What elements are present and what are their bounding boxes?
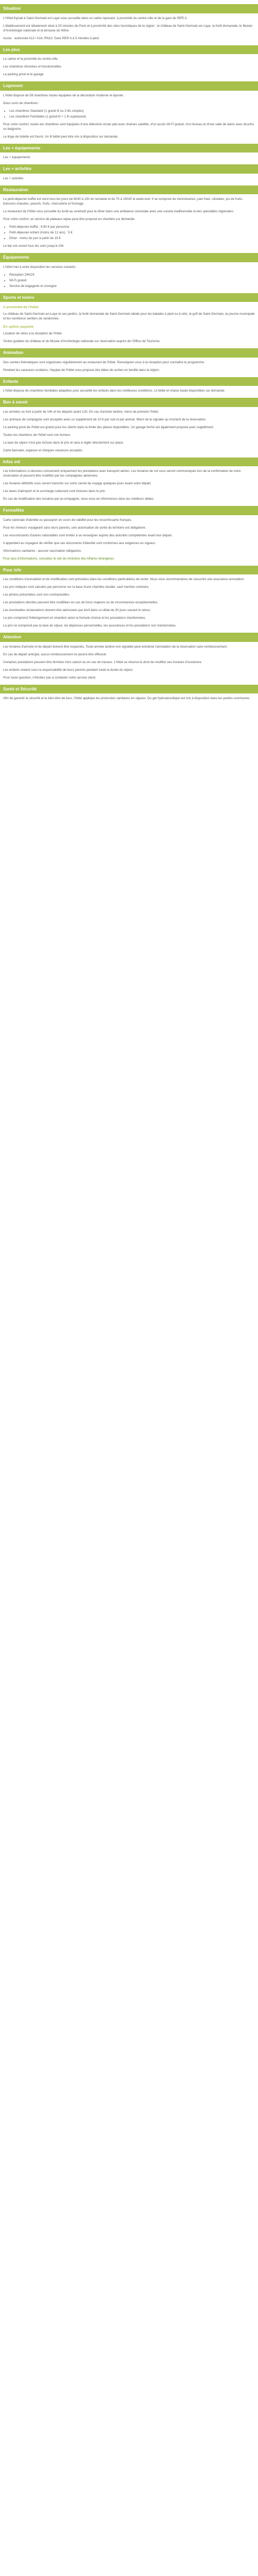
section-header-formalites: Formalités xyxy=(0,506,258,515)
bon-text-5: La taxe de séjour n'est pas incluse dans le prix et sera à régler directement sur place. xyxy=(3,440,124,445)
restauration-text-3: Pour votre confort, un service de plateaux-repas peut être proposé en chambre sur demande. xyxy=(3,217,136,222)
info-text-2: Les prix indiqués sont calculés par personne sur la base d'une chambre double, sauf mention contraire. xyxy=(3,585,150,589)
restauration-list xyxy=(3,225,255,241)
plus-section xyxy=(0,57,258,77)
formalites-text-1: Carte nationale d'identité ou passeport en cours de validité pour les ressortissants français. xyxy=(3,518,132,522)
activites-line: Les + activités xyxy=(3,176,24,180)
sante-text-1: Afin de garantir la sécurité et le bien-être de tous, l'hôtel applique les protocoles sanitaires en vigueur. Du gel hydroalcoolique est mis à disposition dans les parties communes. xyxy=(3,697,250,701)
plus-item: Les chambres rénovées et fonctionnelles xyxy=(3,65,61,69)
section-header-equipements-plus: Les + équipements xyxy=(0,144,258,153)
plus-item: Le parking privé et le garage xyxy=(3,73,44,77)
situation-text-2: L'établissement est idéalement situé à 20 minutes de Paris et à proximité des sites touristiques de la région : le château de Saint-Germain-en-Laye, la forêt domaniale, le Musée d'Archéologie nationale et la terrasse du Nôtre. xyxy=(3,24,253,32)
activites-section xyxy=(0,177,258,181)
attention-text-2: En cas de départ anticipé, aucun remboursement ne pourra être effectué. xyxy=(3,652,107,656)
attention-text-4: Les enfants restent sous la responsabilité de leurs parents pendant toute la durée du séjour. xyxy=(3,668,134,672)
info-text-5: Les éventuelles réclamations doivent être adressées par écrit dans un délai de 30 jours suivant le retour. xyxy=(3,608,151,613)
infos-text-3: Les taxes d'aéroport et la surcharge carburant sont incluses dans le prix. xyxy=(3,489,106,494)
equipements-item: • Service de bagagerie et consigne xyxy=(9,284,255,289)
restauration-text-1: Le petit-déjeuner buffet est servi tous les jours de 6h30 à 10h en semaine et de 7h à 10h30 le week-end. Il se compose de viennoiseries, pain frais, céréales, jus de fruits, boissons chaudes, yaourts, fruits, charcuterie et fromage. xyxy=(3,197,243,206)
info-text-3: Les photos présentées sont non contractuelles. xyxy=(3,593,70,597)
situation-text-1: L'Hôtel Kyriad à Saint-Germain-en-Laye vous accueille dans un cadre reposant, à proximité du centre-ville et de la gare du RER A. xyxy=(3,16,188,20)
sports-text-1: Le château de Saint-Germain-en-Laye et ses jardins, la forêt domaniale de Saint-Germain idéale pour les balades à pied ou à vélo, le golf de Saint-Germain, la piscine municipale et les nombreux sentiers de randonnée. xyxy=(3,312,255,321)
restauration-section xyxy=(0,197,258,249)
infos-vol-section xyxy=(0,469,258,502)
equipements-list xyxy=(3,273,255,289)
formalites-text-3: Les ressortissants d'autres nationalités sont invités à se renseigner auprès des autorités compétentes avant leur départ. xyxy=(3,533,173,537)
section-header-infos-vol: Infos vol xyxy=(0,457,258,467)
section-header-equipements: Équipements xyxy=(0,253,258,262)
restauration-text-4: Le bar est ouvert tous les soirs jusqu'à 23h. xyxy=(3,244,65,248)
attention-text-5: Pour toute question, n'hésitez pas à contacter notre service client. xyxy=(3,675,96,680)
formalites-text-6[interactable]: Pour plus d'informations, consultez le site du ministère des Affaires étrangères. xyxy=(3,556,115,561)
formalites-section xyxy=(0,518,258,562)
infos-text-1: Les informations ci-dessous concernent uniquement les prestations avec transport aérien. Les horaires de vol vous seront communiqués lors de la confirmation de votre réservation et peuvent être modifiés par les compagnies aériennes. xyxy=(3,469,241,478)
plus-item: Le calme et la proximité du centre-ville xyxy=(3,57,58,61)
equipements-item: • Wi-Fi gratuit xyxy=(9,279,255,283)
logement-text-3: Le linge de toilette est fourni. Un lit bébé peut être mis à disposition sur demande. xyxy=(3,134,119,139)
section-header-activites: Les + activités xyxy=(0,164,258,174)
sports-subheading-2: En option payante xyxy=(3,325,34,329)
bon-a-savoir-section xyxy=(0,410,258,453)
logement-section xyxy=(0,94,258,140)
page xyxy=(0,0,258,704)
attention-text-1: Les horaires d'arrivée et de départ doivent être respectés. Toute arrivée tardive non signalée peut entraîner l'annulation de la réservation sans remboursement. xyxy=(3,645,228,649)
infos-text-2: Les horaires définitifs vous seront transmis sur votre carnet de voyage quelques jours avant votre départ. xyxy=(3,482,152,486)
enfants-text-1: L'hôtel dispose de chambres familiales adaptées pour accueillir les enfants dans les meilleures conditions. Lit bébé et chaise haute disponibles sur demande. xyxy=(3,389,225,393)
section-header-animation: Animation xyxy=(0,348,258,358)
formalites-text-4: Il appartient au voyageur de vérifier que ses documents d'identité sont conformes aux exigences en vigueur. xyxy=(3,541,156,545)
section-header-bon-a-savoir: Bon à savoir xyxy=(0,398,258,407)
enfants-section xyxy=(0,389,258,394)
bon-text-2: Les animaux de compagnie sont acceptés avec un supplément de 10 € par nuit et par animal. Merci de le signaler au moment de la réservation. xyxy=(3,417,206,421)
section-header-situation: Situation xyxy=(0,4,258,13)
equipements-item: • Réception 24h/24 xyxy=(9,273,255,278)
logement-item: • Les chambres Standard (1 grand lit ou 2 lits simples) xyxy=(9,109,255,114)
logement-text-2: Pour votre confort, toutes les chambres sont équipées d'une télévision écran plat avec chaînes satellite, d'un accès Wi-Fi gratuit, d'un bureau et d'une salle de bains avec douche ou baignoire. xyxy=(3,122,254,131)
section-header-enfants: Enfants xyxy=(0,377,258,386)
situation-text-3: Accès : autoroute A13 / A14, RN13. Gare RER A à 5 minutes à pied. xyxy=(3,36,100,40)
info-text-7: Le prix ne comprend pas la taxe de séjour, les dépenses personnelles, les assurances et les prestations non mentionnées. xyxy=(3,624,176,628)
logement-intro: L'hôtel dispose de 59 chambres toutes équipées de la décoration moderne et épurée : xyxy=(3,93,125,97)
animation-text-2: Pendant les vacances scolaires, l'équipe de l'hôtel vous propose des idées de sorties en famille dans la région. xyxy=(3,368,160,372)
section-header-plus: Les plus xyxy=(0,45,258,55)
sports-section xyxy=(0,305,258,344)
section-header-logement: Logement xyxy=(0,81,258,91)
bon-text-1: Les arrivées se font à partir de 14h et les départs avant 12h. En cas d'arrivée tardive, merci de prévenir l'hôtel. xyxy=(3,410,159,414)
equipements-section xyxy=(0,265,258,289)
equipements-plus-section xyxy=(0,156,258,160)
logement-list-title: Deux sorts de chambres : xyxy=(3,101,40,105)
section-header-pour-info: Pour info xyxy=(0,566,258,575)
animation-section xyxy=(0,361,258,373)
info-text-6: Le prix comprend l'hébergement en chambre selon la formule choisie et les prestations mentionnées. xyxy=(3,616,146,620)
formalites-text-5: Informations sanitaires : aucune vaccination obligatoire. xyxy=(3,549,82,553)
pour-info-section xyxy=(0,578,258,629)
sports-text-2: Location de vélos à la réception de l'hôtel. xyxy=(3,331,63,335)
attention-text-3: Certaines prestations peuvent être fermées hors saison ou en cas de travaux. L'hôtel se réserve le droit de modifier ses horaires d'ouverture. xyxy=(3,660,202,664)
bon-text-6: Carte bancaire, espèces et chèques vacances acceptés. xyxy=(3,448,84,452)
section-header-sports: Sports et loisirs xyxy=(0,293,258,302)
restauration-item: • Dîner : menu du jour à partir de 15 € xyxy=(9,236,255,241)
section-header-sante-securite: Santé et Sécurité xyxy=(0,685,258,694)
logement-list xyxy=(3,109,255,120)
bon-text-3: Le parking privé de l'hôtel est gratuit pour les clients dans la limite des places disponibles. Un garage fermé est également proposé avec supplément. xyxy=(3,425,214,429)
situation-section xyxy=(0,16,258,41)
formalites-text-2: Pour les mineurs voyageant sans leurs parents, une autorisation de sortie du territoire est obligatoire. xyxy=(3,526,146,530)
sports-subheading-1: A proximité de l'hôtel xyxy=(3,306,39,310)
sports-text-3: Visites guidées du château et du Musée d'Archéologie nationale sur réservation auprès de l'Office de Tourisme. xyxy=(3,339,160,343)
sante-securite-section xyxy=(0,697,258,701)
restauration-item: • Petit-déjeuner buffet : 9,90 € par personne xyxy=(9,225,255,230)
info-text-1: Les conditions d'annulation et de modification sont précisées dans les conditions particulières de vente. Nous vous recommandons de souscrire une assurance annulation. xyxy=(3,578,245,582)
restauration-item: • Petit-déjeuner enfant (moins de 12 ans) : 5 € xyxy=(9,231,255,235)
section-header-attention: Attention xyxy=(0,633,258,642)
section-header-restauration: Restauration xyxy=(0,185,258,195)
animation-text-1: Des soirées thématiques sont organisées régulièrement au restaurant de l'hôtel. Renseignez-vous à la réception pour connaître le programme. xyxy=(3,360,205,364)
bon-text-4: Toutes les chambres de l'hôtel sont non-fumeur. xyxy=(3,433,71,437)
restauration-text-2: Le restaurant de l'hôtel vous accueille du lundi au vendredi pour le dîner dans une ambiance conviviale avec une cuisine traditionnelle et des spécialités régionales. xyxy=(3,210,234,214)
infos-text-4: En cas de modification des horaires par la compagnie, nous vous en informerons dans les meilleurs délais. xyxy=(3,497,154,501)
info-text-4: Les prestations décrites peuvent être modifiées en cas de force majeure ou de circonstances exceptionnelles. xyxy=(3,601,158,605)
equipements-plus-line: Les + équipements xyxy=(3,156,30,160)
attention-section xyxy=(0,645,258,681)
logement-item: • Les chambres Familiales (1 grand lit + 1 lit superposé) xyxy=(9,115,255,120)
equipements-intro: L'hôtel met à votre disposition les services suivants : xyxy=(3,265,77,269)
